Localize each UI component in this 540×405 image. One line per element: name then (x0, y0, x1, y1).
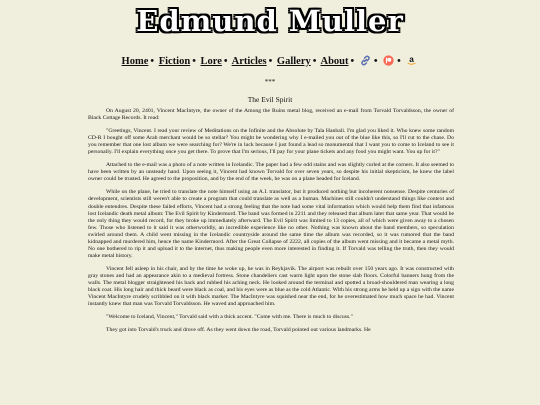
article-paragraph: "Welcome to Iceland, Vincent," Torvald said with a thick accent. "Come with me. There is much to discuss." (106, 314, 353, 321)
article-title: The Evil Spirit (247, 95, 293, 104)
nav-home-link[interactable]: Home (121, 56, 149, 67)
article-paragraph: On August 20, 2401, Vincent MacIntyre, the owner of the Among the Ruins metal blog, received an e-mail from Torvald Torvaldsson, the owner of Black Cottage Records. It read: (88, 108, 454, 122)
nav-separator: • (268, 56, 273, 67)
nav-separator: • (150, 56, 155, 67)
nav-separator: • (397, 56, 401, 67)
nav-separator: • (373, 56, 378, 67)
article-paragraph: Attached to the e-mail was a photo of a note written in Icelandic. The paper had a few odd stains and was slightly curled at the corners. It also seemed to have been written by an unsteady hand. Upon seeing it, Vincent had known Torvald for over seven years, so despite his initial skepticism, he knew the label owner could be trusted. He agreed to the proposition, and by the end of the week, he was on a plane headed for Iceland. (88, 162, 454, 183)
article-body (88, 108, 454, 340)
nav-fiction-link[interactable]: Fiction (158, 56, 191, 67)
nav-separator: • (192, 56, 196, 67)
site-title: Edmund Muller (136, 4, 404, 38)
nav-separator: • (223, 56, 228, 67)
nav-articles-link[interactable]: Articles (231, 56, 267, 67)
article-paragraph: "Greetings, Vincent. I read your review of Meditations on the Infinite and the Absolute by Tala Hanbali. I'm glad you liked it. Who knew some random CD-R I bought off some Arab merchant would be so stellar? You might be wondering why I e-mailed you out of the blue like this, so I'll cut to the chase. Do you remember that one lost album we were searching for? We're in luck because I just found a lead so monumental that I want you to come to Iceland to see it personally. I'll explain everything once you get there. To prove that I'm serious, I'll pay for your plane tickets and any food you might want. You up for it?" (88, 128, 454, 156)
article-paragraph: They got into Torvald's truck and drove off. As they went down the road, Torvald pointed out various landmarks. He (106, 327, 371, 334)
amazon-icon[interactable] (406, 55, 417, 66)
article-paragraph: Vincent fell asleep in his chair, and by the time he woke up, he was in Reykjavik. The airport was rebuilt over 150 years ago. It was constructed with gray stones and had an appearance akin to a medieval fortress. Stone chandeliers cast warm light upon the stone slab floors. Colorful banners hung from the walls. The metal blogger straightened his back and rubbed his aching neck. He looked around the terminal and spotted a broad-shouldered man wearing a long black coat. His long hair and thick beard were black as coal, and his eyes were as blue as the cold Atlantic. With his strong arms he held up a sign with the name Vincent MacIntyre crudely scribbled on it with black marker. The MacIntyre was squished near the end, for he overestimated how much space he had. Vincent instantly knew that man was Torvald Torvaldsson. He waved and approached him. (88, 265, 454, 308)
patreon-icon[interactable] (383, 55, 394, 66)
article-paragraph: While on the plane, he tried to translate the note himself using an A.I. translator, but it produced nothing but incoherent nonsense. Despite centuries of development, scientists still weren't able to create a program that could translate as well as a human. Machines still couldn't understand things like context and double entendres. Despite these failed efforts, Vincent had a strong feeling that the note had some vital information which would help them find that infamous lost Icelandic death metal album: The Evil Spirit by Kindermord. The band was formed in 2211 and they released that album later that same year. That would be the only thing they would record, for they broke up immediately afterward. The Evil Spirit was limited to 13 copies, all of which were given away to a chosen few. Those who listened to it said it was otherworldly, an incredible experience like no other. Nothing was known about the band members, so speculation swirled around them. A child went missing in the Icelandic countryside around the same time the album was recorded, so it was rumored that the band kidnapped and murdered him, hence the name Kindermord. After the Great Collapse of 2222, all copies of the album went missing and it became a metal myth. No one bothered to rip it and upload it to the internet, thus making people even more interested in finding it. If Torvald was telling the truth, then they would make metal history. (88, 189, 454, 259)
nav-separator: • (350, 56, 355, 67)
section-divider: *** (264, 78, 276, 86)
nav-about-link[interactable]: About (320, 56, 349, 67)
main-nav (0, 55, 540, 69)
nav-gallery-link[interactable]: Gallery (276, 56, 311, 67)
svg-text:a: a (409, 55, 415, 64)
nav-separator: • (312, 56, 317, 67)
nav-lore-link[interactable]: Lore (200, 56, 222, 67)
link-icon[interactable] (360, 55, 371, 66)
